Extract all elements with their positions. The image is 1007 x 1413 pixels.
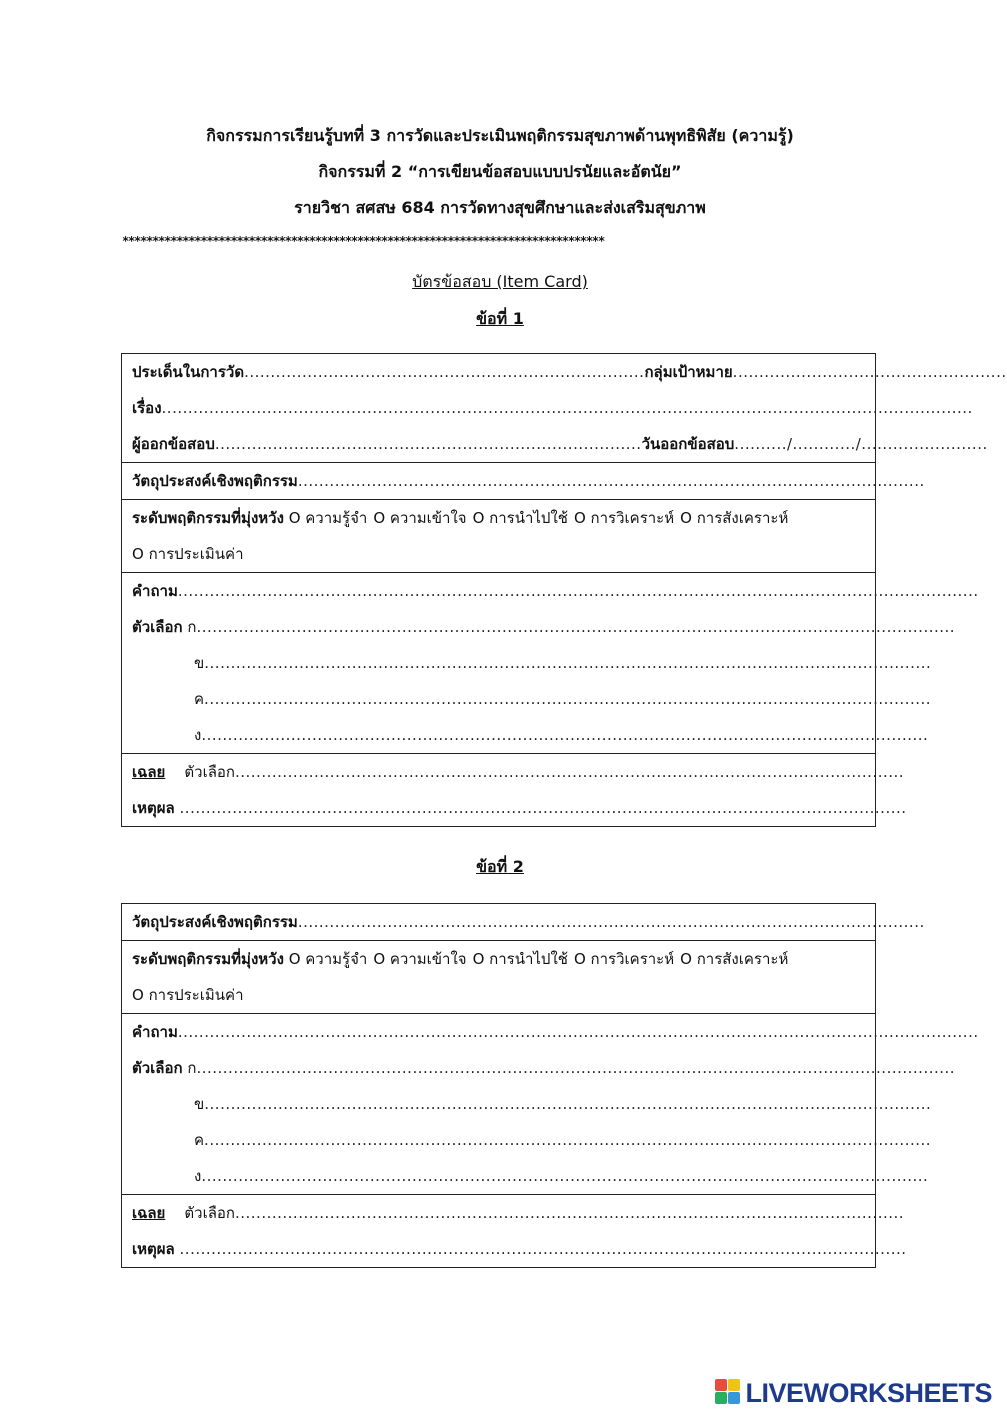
question-field[interactable]: ........................................................................................................................................................ (177, 582, 979, 600)
answer-choice-label: ตัวเลือก (184, 763, 235, 781)
level-synthesize-option[interactable]: O การสังเคราะห์ (680, 950, 789, 968)
level-synthesize-option[interactable]: O การสังเคราะห์ (680, 509, 789, 527)
item1-info-section (122, 354, 1007, 463)
target-label: กลุ่มเป้าหมาย (644, 363, 733, 381)
answer-label: เฉลย (132, 1204, 166, 1222)
objective-field[interactable]: ....................................................................................................................... (297, 913, 925, 931)
date-label: วันออกข้อสอบ (641, 435, 735, 453)
option-c-field[interactable]: .......................................................................................................................................... (204, 1131, 932, 1149)
logo-mark-icon (715, 1379, 741, 1407)
separator-stars: ******************************************************************************** (122, 234, 604, 248)
option-d-label: ง (194, 1167, 202, 1185)
item1-title: ข้อที่ 1 (476, 309, 524, 328)
item2-answer-section (122, 1195, 907, 1267)
option-a-field[interactable]: ................................................................................................................................................ (196, 1059, 956, 1077)
option-b-field[interactable]: .......................................................................................................................................... (204, 654, 932, 672)
level-evaluate-option[interactable]: O การประเมินค่า (132, 986, 244, 1004)
topic-field[interactable]: .......................................................................................................................................................... (161, 399, 973, 417)
option-c-field[interactable]: .......................................................................................................................................... (204, 690, 932, 708)
option-a-field[interactable]: ................................................................................................................................................ (196, 618, 956, 636)
level-analyze-option[interactable]: O การวิเคราะห์ (573, 950, 675, 968)
header-line-2: กิจกรรมที่ 2 “การเขียนข้อสอบแบบปรนัยและอัตนัย” (318, 162, 682, 181)
objective-field[interactable]: ....................................................................................................................... (297, 472, 925, 490)
issue-field[interactable]: ............................................................................ (244, 363, 645, 381)
level-apply-option[interactable]: O การนำไปใช้ (472, 950, 568, 968)
target-field[interactable]: .................................................... (732, 363, 1007, 381)
document-header (0, 118, 1000, 226)
item2-question-section (122, 1014, 979, 1195)
options-label: ตัวเลือก (132, 1059, 183, 1077)
reason-label: เหตุผล (132, 799, 175, 817)
objective-label: วัตถุประสงค์เชิงพฤติกรรม (132, 472, 298, 490)
header-line-1: กิจกรรมการเรียนรู้บทที่ 3 การวัดและประเมินพฤติกรรมสุขภาพด้านพุทธิพิสัย (ความรู้) (206, 126, 794, 145)
options-label: ตัวเลือก (132, 618, 183, 636)
brand-name: LIVEWORKSHEETS (745, 1377, 992, 1408)
option-b-field[interactable]: .......................................................................................................................................... (204, 1095, 932, 1113)
level-analyze-option[interactable]: O การวิเคราะห์ (573, 509, 675, 527)
header-line-3: รายวิชา สศสษ 684 การวัดทางสุขศึกษาและส่งเสริมสุขภาพ (294, 198, 706, 217)
level-apply-option[interactable]: O การนำไปใช้ (472, 509, 568, 527)
author-label: ผู้ออกข้อสอบ (132, 435, 215, 453)
item2-level-section (122, 941, 875, 1014)
answer-field[interactable]: ............................................................................................................................... (234, 763, 905, 781)
level-understand-option[interactable]: O ความเข้าใจ (373, 509, 467, 527)
option-c-label: ค (194, 690, 205, 708)
answer-choice-label: ตัวเลือก (184, 1204, 235, 1222)
option-d-field[interactable]: .......................................................................................................................................... (201, 726, 929, 744)
option-b-label: ข (194, 654, 205, 672)
level-label: ระดับพฤติกรรมที่มุ่งหวัง (132, 950, 284, 968)
option-d-field[interactable]: .......................................................................................................................................... (201, 1167, 929, 1185)
answer-label: เฉลย (132, 763, 166, 781)
item2-title: ข้อที่ 2 (476, 857, 524, 876)
level-remember-option[interactable]: O ความรู้จำ (288, 509, 368, 527)
item1-objective-section (122, 463, 925, 500)
question-label: คำถาม (132, 1023, 178, 1041)
reason-field[interactable]: .......................................................................................................................................... (179, 799, 907, 817)
author-field[interactable]: ................................................................................. (214, 435, 642, 453)
option-a-label: ก (187, 1059, 197, 1077)
item1-card (121, 353, 1007, 827)
reason-label: เหตุผล (132, 1240, 175, 1258)
objective-label: วัตถุประสงค์เชิงพฤติกรรม (132, 913, 298, 931)
item1-level-section (122, 500, 875, 573)
answer-field[interactable]: ............................................................................................................................... (234, 1204, 905, 1222)
option-b-label: ข (194, 1095, 205, 1113)
level-remember-option[interactable]: O ความรู้จำ (288, 950, 368, 968)
level-understand-option[interactable]: O ความเข้าใจ (373, 950, 467, 968)
level-label: ระดับพฤติกรรมที่มุ่งหวัง (132, 509, 284, 527)
question-field[interactable]: ........................................................................................................................................................ (177, 1023, 979, 1041)
liveworksheets-logo[interactable] (715, 1376, 992, 1410)
topic-label: เรื่อง (132, 399, 162, 417)
date-field[interactable]: ........../............/........................ (734, 435, 988, 453)
option-c-label: ค (194, 1131, 205, 1149)
option-a-label: ก (187, 618, 197, 636)
item1-question-section (122, 573, 979, 754)
option-d-label: ง (194, 726, 202, 744)
item2-objective-section (122, 904, 925, 941)
item2-card (121, 903, 979, 1268)
issue-label: ประเด็นในการวัด (132, 363, 245, 381)
question-label: คำถาม (132, 582, 178, 600)
reason-field[interactable]: .......................................................................................................................................... (179, 1240, 907, 1258)
item1-answer-section (122, 754, 907, 826)
card-title: บัตรข้อสอบ (Item Card) (412, 272, 588, 291)
level-evaluate-option[interactable]: O การประเมินค่า (132, 545, 244, 563)
